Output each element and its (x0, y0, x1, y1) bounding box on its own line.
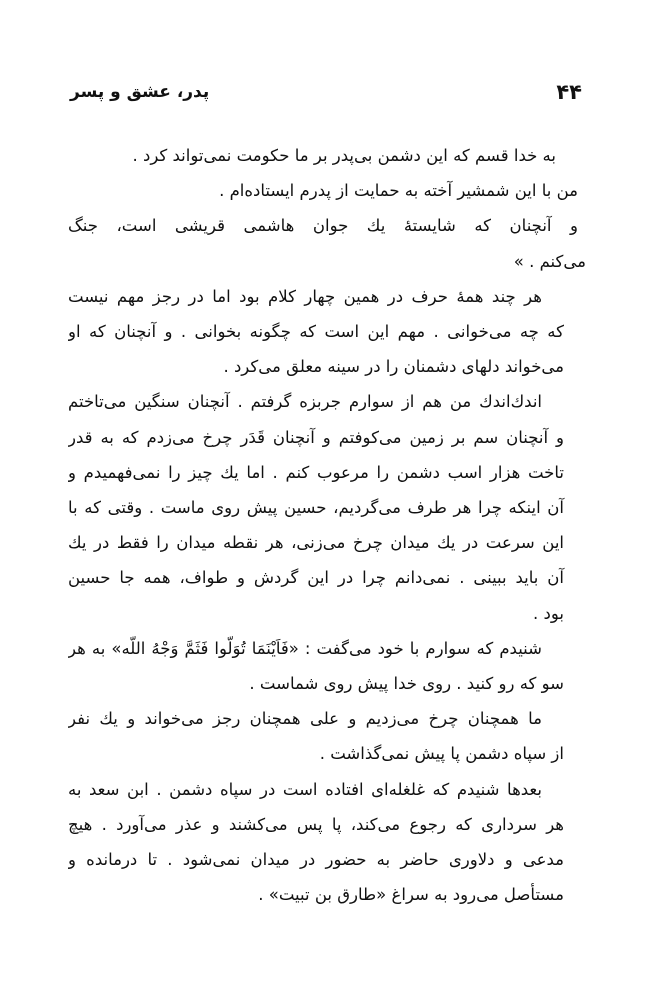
text-line: از سپاه دشمن پا پیش نمی‌گذاشت . (319, 744, 564, 764)
running-title: پدر، عشق و پسر (70, 82, 210, 102)
text-line: مستأصل می‌رود به سراغ «طارق بن تبیت» . (258, 885, 564, 905)
page-header (70, 80, 582, 112)
text-line: و آنچنان که شایستهٔ یك جوان هاشمی قریشی است، جنگ (68, 216, 578, 236)
text-line: سو که رو کنید . روی خدا پیش روی شماست . (249, 674, 564, 694)
page-number: ۴۴ (556, 80, 582, 104)
text-line: بود . (533, 603, 564, 623)
paragraph (68, 384, 586, 630)
paragraph-verse (68, 138, 586, 279)
text-line: مدعی و دلاوری حاضر به حضور در میدان نمی‌شود . تا درمانده و (68, 850, 564, 870)
text-line: آن اینکه چرا هر طرف می‌گردیم، حسین پیش روی ماست . وقتی که با (68, 498, 564, 518)
text-line: بعدها شنیدم که غلغله‌ای افتاده است در سپاه دشمن . ابن سعد به (68, 779, 542, 799)
text-line: می‌خواند دلهای دشمنان را در سینه معلق می‌کرد . (223, 357, 564, 377)
paragraph (68, 631, 586, 701)
text-line: هر سرداری که رجوع می‌کند، پا پس می‌کشند و عذر می‌آورد . هیچ (68, 814, 564, 834)
text-line: ما همچنان چرخ می‌زدیم و علی همچنان رجز می‌خواند و یك نفر (68, 709, 542, 729)
text-line: هر چند همهٔ حرف در همین چهار کلام بود اما در رجز مهم نیست (68, 286, 542, 306)
text-line: به خدا قسم که این دشمن بی‌پدر بر ما حکومت نمی‌تواند کرد . (132, 146, 556, 165)
paragraph (68, 279, 586, 385)
text-line: تاخت هزار اسب دشمن را مرعوب کنم . اما یك چیز را نمی‌فهمیدم و (68, 462, 564, 482)
text-line: می‌کنم . » (513, 251, 586, 271)
text-line: که چه می‌خوانی . مهم این است که چگونه بخوانی . و آنچنان که او (68, 322, 564, 342)
text-line: من با این شمشیر آخته به حمایت از پدرم ایستاده‌ام . (219, 181, 578, 201)
text-line: این سرعت در یك میدان چرخ می‌زنی، هر نقطه میدان را فقط در یك (68, 533, 564, 553)
text-line: اندك‌اندك من هم از سوارم جربزه گرفتم . آنچنان سنگین می‌تاختم (68, 392, 542, 412)
paragraph (68, 701, 586, 771)
text-line: و آنچنان سم بر زمین می‌کوفتم و آنچنان قَدَر چرخ می‌زدم که به قدر (68, 427, 564, 447)
text-line: شنیدم که سوارم با خود می‌گفت : «فَاَیْنَمَا تُوَلّوا فَثَمَّ وَجْهُ اللّه» به هر (68, 638, 542, 658)
text-line: آن باید ببینی . نمی‌دانم چرا در این گردش و طواف، همه جا حسین (68, 568, 564, 588)
body-text (68, 138, 586, 912)
paragraph (68, 772, 586, 913)
